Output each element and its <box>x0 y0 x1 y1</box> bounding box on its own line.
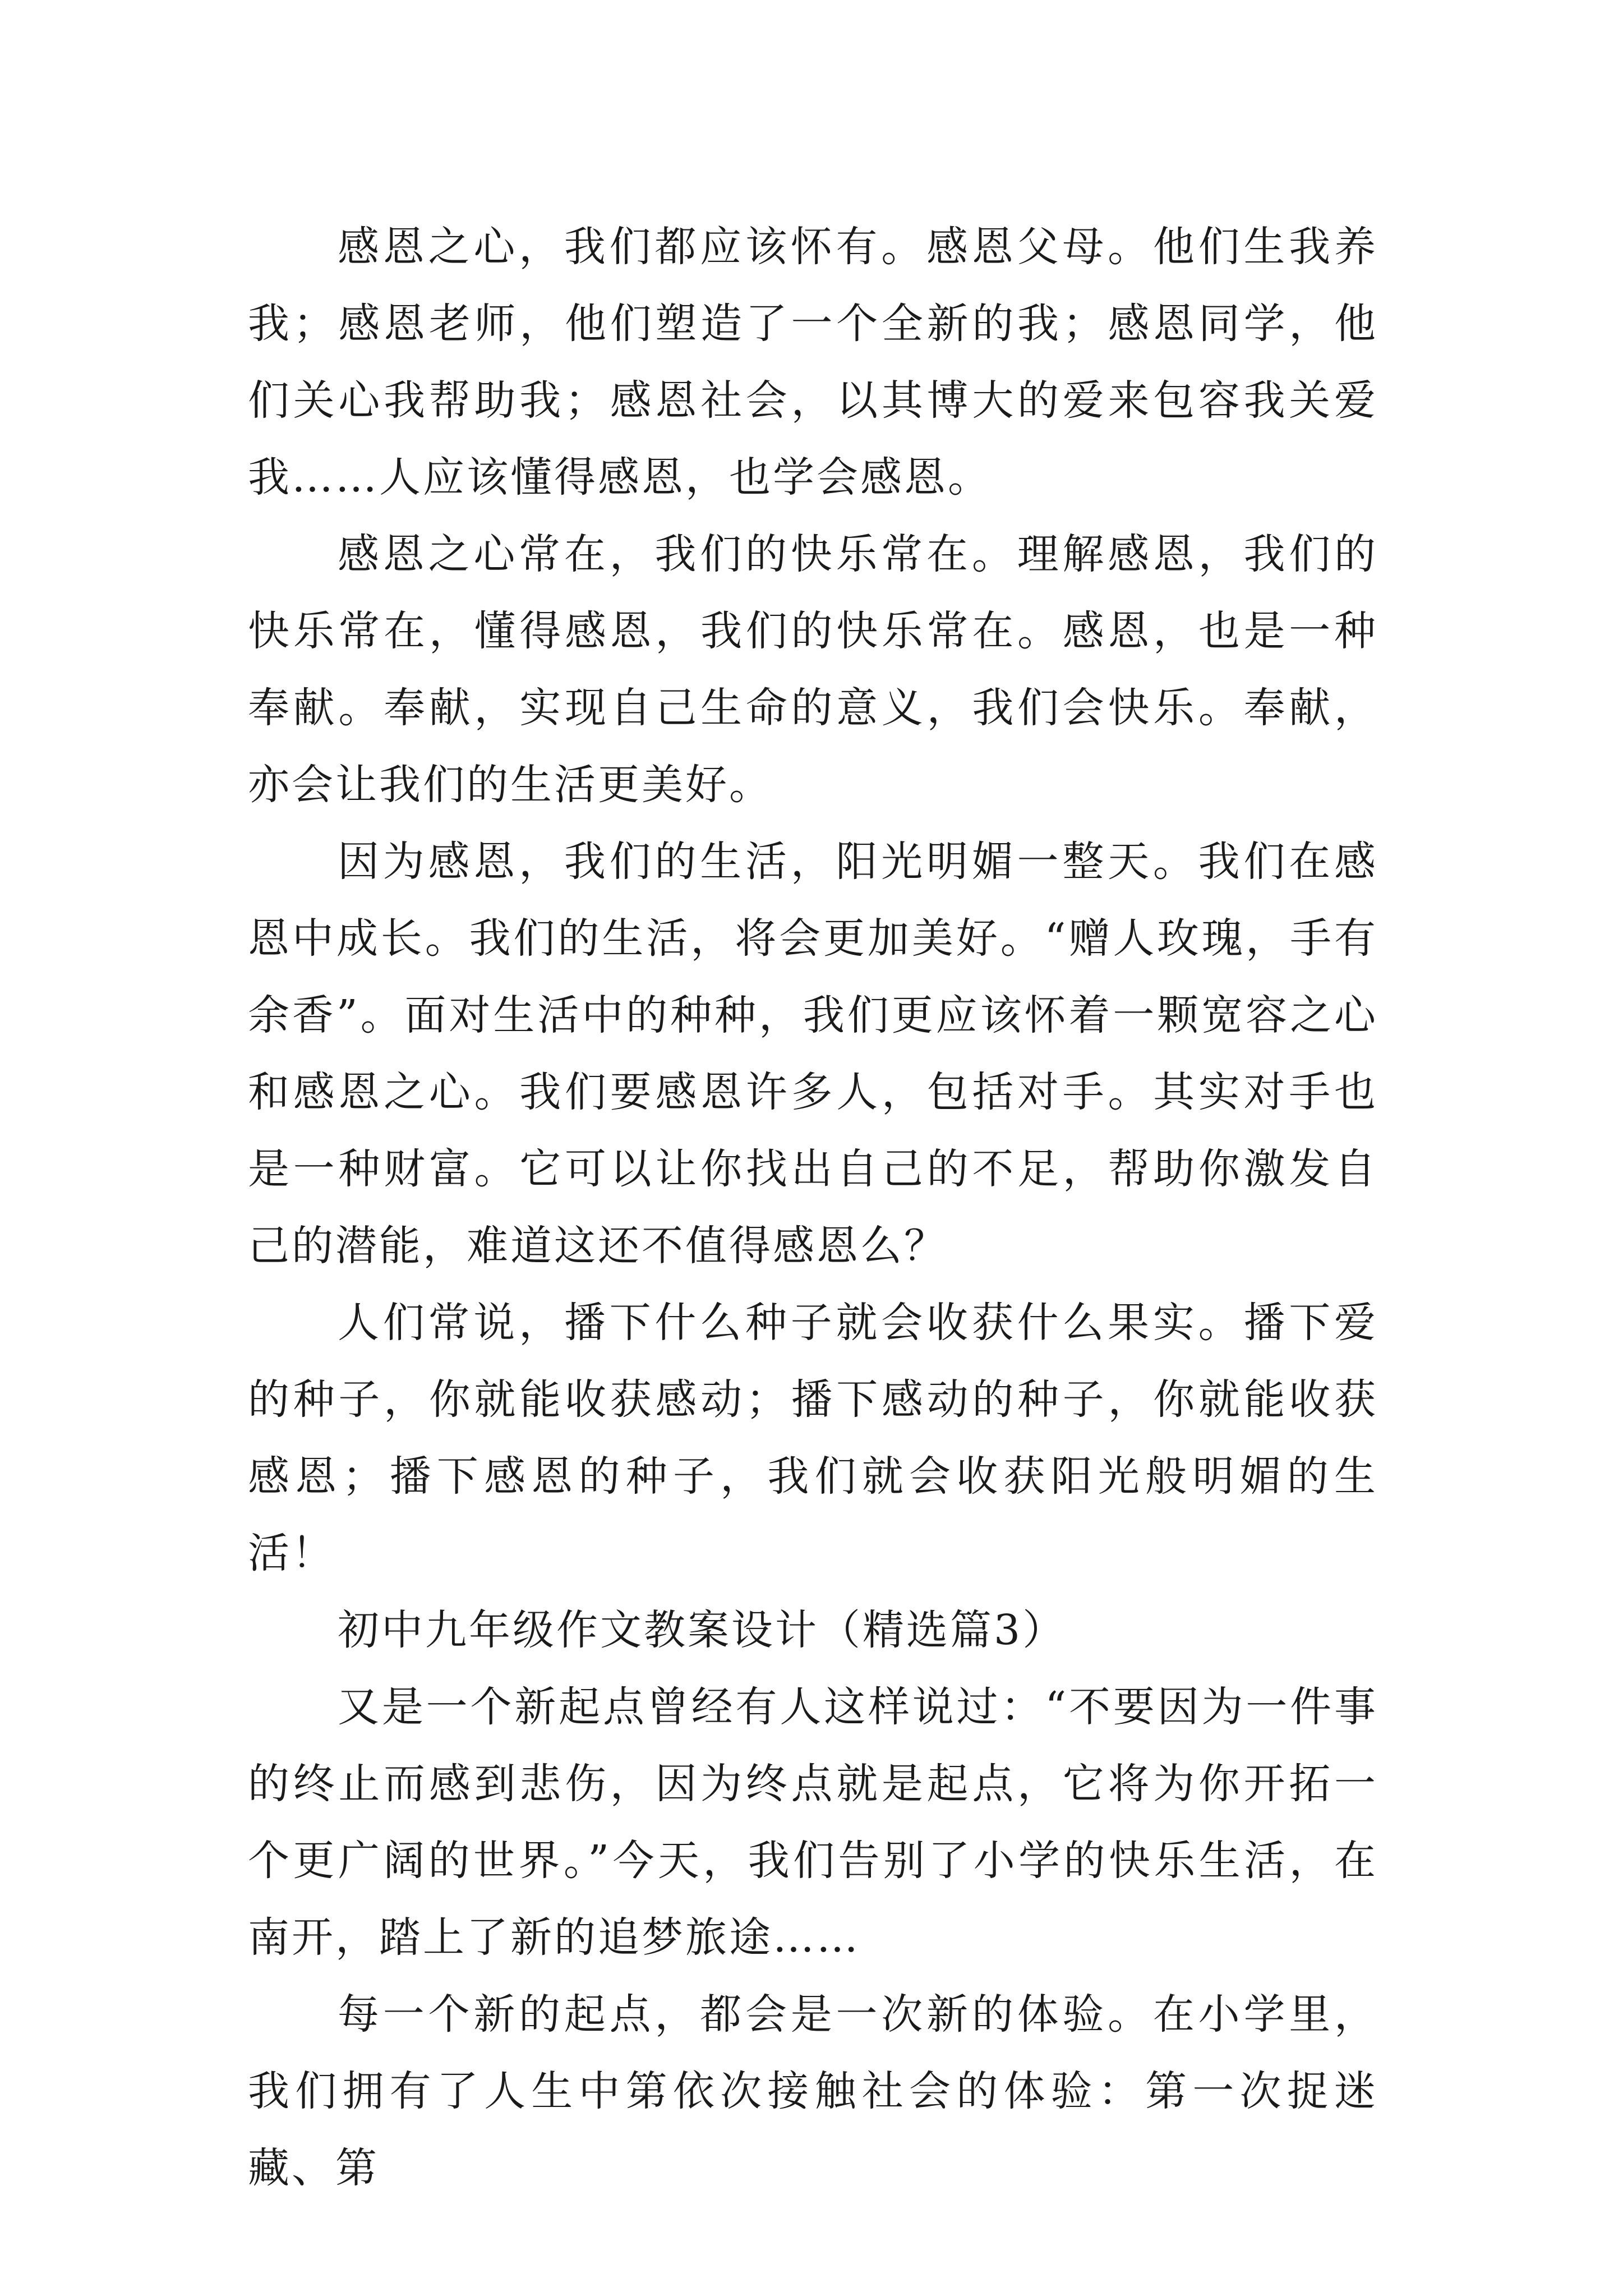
paragraph-new-experience: 每一个新的起点，都会是一次新的体验。在小学里，我们拥有了人生中第依次接触社会的体验：第一次捉迷藏、第 <box>248 1990 1378 2192</box>
paragraph-gratitude-heart: 感恩之心，我们都应该怀有。感恩父母。他们生我养我；感恩老师，他们塑造了一个全新的我；感恩同学，他们关心我帮助我；感恩社会，以其博大的爱来包容我关爱我……人应该懂得感恩，也学会感恩。 <box>248 223 1378 501</box>
document-body <box>248 209 1378 2207</box>
paragraph-new-starting-point: 又是一个新起点曾经有人这样说过：“不要因为一件事的终止而感到悲伤，因为终点就是起点，它将为你开拓一个更广阔的世界。”今天，我们告别了小学的快乐生活，在南开，踏上了新的追梦旅途…… <box>248 1683 1378 1962</box>
paragraph-gratitude-joy: 感恩之心常在，我们的快乐常在。理解感恩，我们的快乐常在，懂得感恩，我们的快乐常在。感恩，也是一种奉献。奉献，实现自己生命的意义，我们会快乐。奉献，亦会让我们的生活更美好。 <box>248 530 1378 809</box>
section-heading: 初中九年级作文教案设计（精选篇3） <box>338 1606 1067 1654</box>
paragraph-sowing-seeds: 人们常说，播下什么种子就会收获什么果实。播下爱的种子，你就能收获感动；播下感动的种子，你就能收获感恩；播下感恩的种子，我们就会收获阳光般明媚的生活！ <box>248 1299 1378 1577</box>
paragraph-gratitude-growth: 因为感恩，我们的生活，阳光明媚一整天。我们在感恩中成长。我们的生活，将会更加美好。“赠人玫瑰，手有余香”。面对生活中的种种，我们更应该怀着一颗宽容之心和感恩之心。我们要感恩许多人，包括对手。其实对手也是一种财富。它可以让你找出自己的不足，帮助你激发自己的潜能，难道这还不值得感恩么？ <box>248 838 1378 1270</box>
